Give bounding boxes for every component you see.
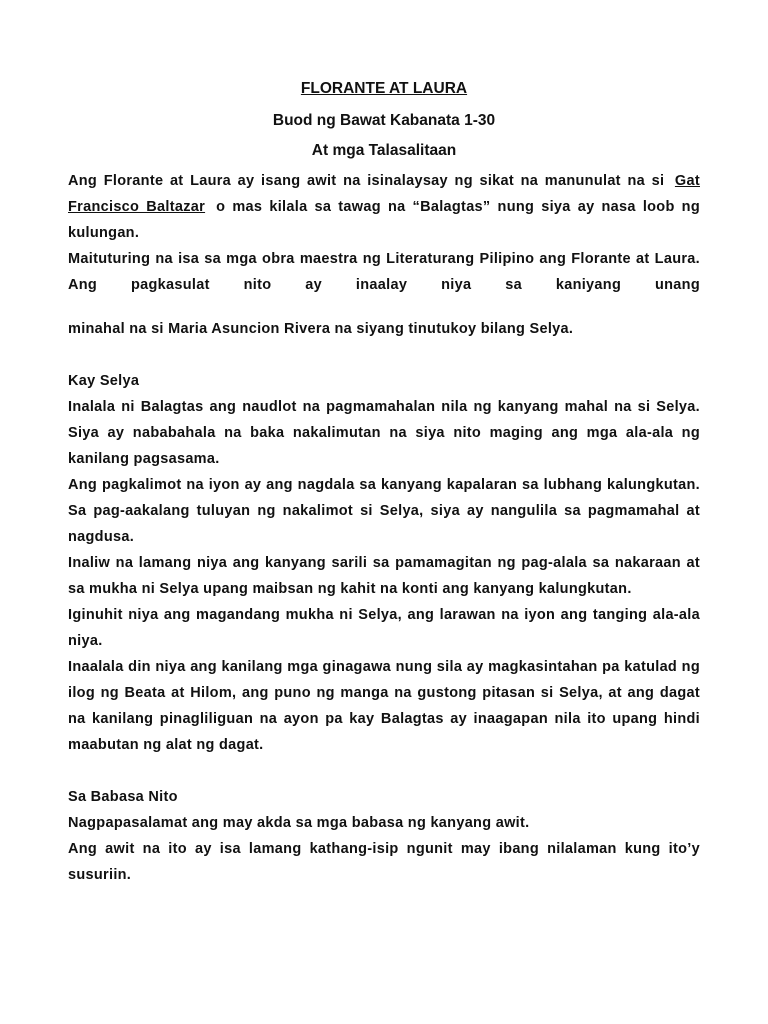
intro-text: Ang Florante at Laura ay isang awit na isinalaysay ng sikat na manunulat na si — [68, 173, 671, 189]
paragraph: Ang pagkalimot na iyon ay ang nagdala sa kanyang kapalaran sa lubhang kalungkutan. Sa pag-aakalang tuluyan ng nakalimot si Selya, siya ay nangulila sa pagmamahal at nagdusa. — [68, 477, 700, 545]
document-subtitle: Buod ng Bawat Kabanata 1-30 — [272, 112, 496, 129]
document-subtitle-2: At mga Talasalitaan — [311, 142, 457, 159]
paragraph: Iginuhit niya ang magandang mukha ni Selya, ang larawan na iyon ang tanging ala-ala niya. — [68, 607, 700, 649]
paragraph: Inalala ni Balagtas ang naudlot na pagmamahalan nila ng kanyang mahal na si Selya. Siya ay nababahala na baka nakalimutan na siya nito maging ang mga ala-ala ng kanilang pagsasama. — [68, 399, 700, 467]
intro-paragraph-2: Maituturing na isa sa mga obra maestra ng Literaturang Pilipino ang Florante at Laura. Ang pagkasulat nito ay inaalay niya sa kaniyang unang — [68, 251, 700, 293]
document-body — [68, 168, 700, 888]
paragraph: Inaalala din niya ang kanilang mga ginagawa nung sila ay magkasintahan pa katulad ng ilog ng Beata at Hilom, ang puno ng manga na gustong pitasan si Selya, at ang dagat na kanilang pinagliliguan na ayon pa kay Balagtas ay inaagapan nila ito upang hindi maabutan ng alat ng dagat. — [68, 659, 700, 753]
paragraph: Nagpapasalamat ang may akda sa mga babasa ng kanyang awit. — [68, 815, 530, 831]
intro-text: o mas kilala sa tawag na “Balagtas” nung siya ay nasa loob ng kulungan. — [68, 199, 700, 241]
paragraph: Inaliw na lamang niya ang kanyang sarili sa pamamagitan ng pag-alala sa nakaraan at sa mukha ni Selya upang maibsan ng kahit na konti ang kanyang kalungkutan. — [68, 555, 700, 597]
document-title: FLORANTE AT LAURA — [300, 80, 468, 97]
section-heading-sa-babasa-nito: Sa Babasa Nito — [68, 789, 178, 805]
section-heading-kay-selya: Kay Selya — [68, 373, 140, 389]
author-link[interactable]: Gat Francisco Baltazar — [68, 173, 700, 215]
intro-paragraph-1 — [68, 168, 700, 246]
paragraph: Ang awit na ito ay isa lamang kathang-isip ngunit may ibang nilalaman kung ito’y susuriin. — [68, 841, 700, 883]
intro-paragraph-2-cont: minahal na si Maria Asuncion Rivera na siyang tinutukoy bilang Selya. — [68, 321, 574, 337]
